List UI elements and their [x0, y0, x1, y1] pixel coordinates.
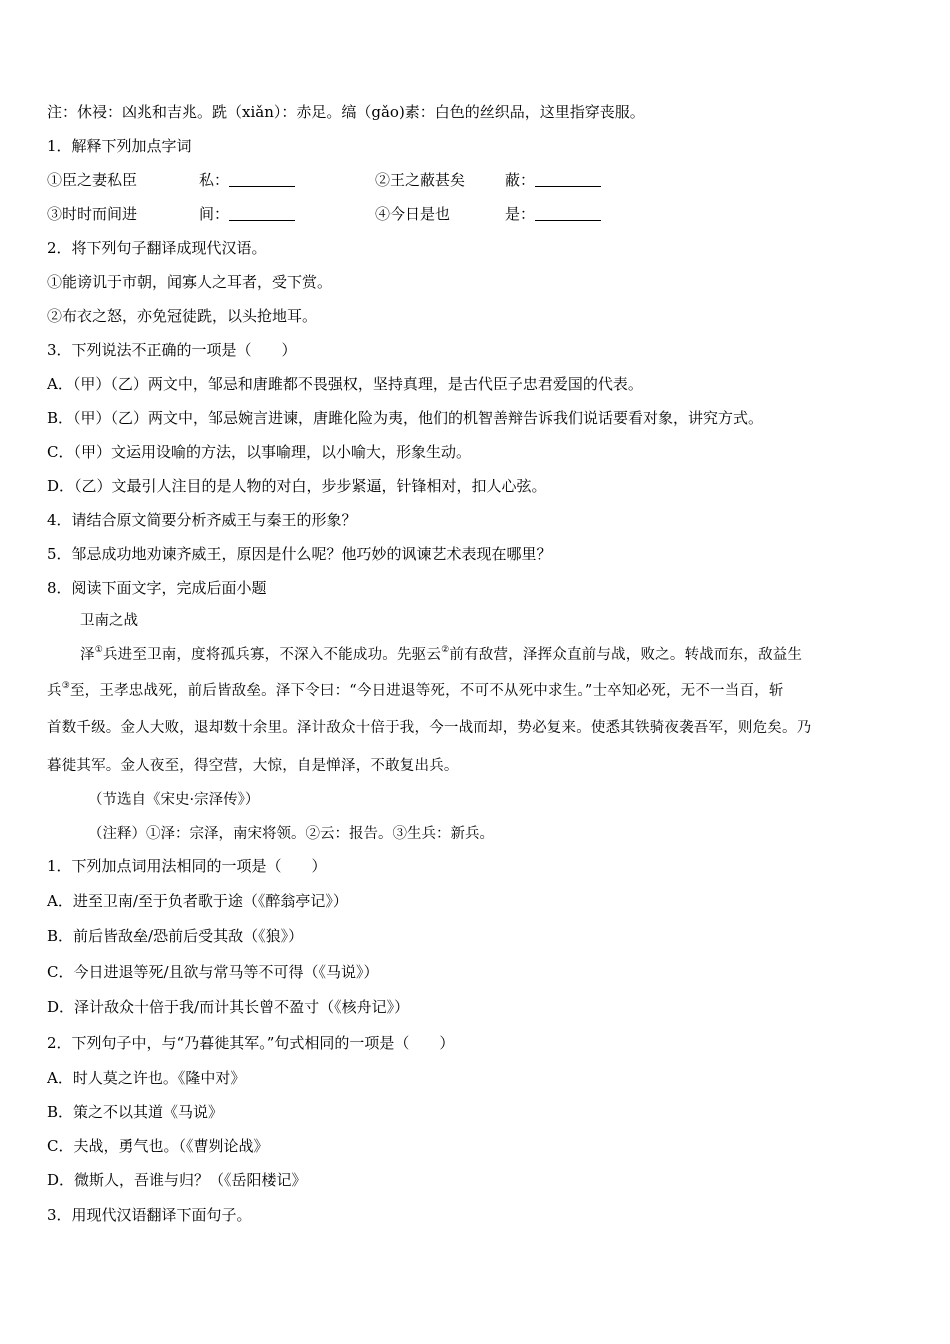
footnote-marker: ②	[441, 645, 450, 655]
subquestion-3: 3．用现代汉语翻译下面句子。	[47, 1206, 252, 1224]
question-3-option-a: A．（甲）（乙）两文中，邹忌和唐雎都不畏强权，坚持真理，是古代臣子忠君爱国的代表。	[47, 375, 643, 393]
answer-blank	[229, 172, 295, 187]
question-3-option-b: B．（甲）（乙）两文中，邹忌婉言进谏，唐雎化险为夷，他们的机智善辩告诉我们说话要看对象，讲究方式。	[47, 409, 764, 427]
subquestion-2: 2．下列句子中，与“乃暮徙其军。”句式相同的一项是（ ）	[47, 1034, 455, 1052]
answer-blank	[229, 206, 295, 221]
answer-blank	[535, 206, 601, 221]
passage-text: 兵	[47, 683, 62, 699]
passage-line-2	[47, 681, 909, 701]
vocab-sentence-2: ②王之蔽甚矣	[375, 171, 466, 189]
answer-blank	[535, 172, 601, 187]
passage-footnotes: （注释）①泽：宗泽，南宋将领。②云：报告。③生兵：新兵。	[88, 826, 494, 842]
subquestion-2-option-c: C．夫战，勇气也。（《曹刿论战》	[47, 1137, 269, 1155]
question-8: 8．阅读下面文字，完成后面小题	[47, 579, 267, 597]
question-4: 4．请结合原文简要分析齐威王与秦王的形象？	[47, 511, 357, 529]
question-3-option-d: D．（乙）文最引人注目的是人物的对白，步步紧逼，针锋相对，扣人心弦。	[47, 477, 547, 495]
vocab-word-1	[199, 170, 295, 190]
subquestion-2-option-b: B．策之不以其道《马说》	[47, 1103, 224, 1121]
question-5: 5．邹忌成功地劝谏齐威王，原因是什么呢？他巧妙的讽谏艺术表现在哪里？	[47, 545, 552, 563]
subquestion-1-option-d: D．泽计敌众十倍于我/而计其长曾不盈寸（《核舟记》）	[47, 998, 410, 1016]
vocab-word-3-label: 间：	[199, 205, 230, 223]
vocab-sentence-1: ①臣之妻私臣	[47, 171, 138, 189]
question-2-item-1: ①能谤讥于市朝，闻寡人之耳者，受下赏。	[47, 273, 333, 291]
passage-source: （节选自《宋史·宗泽传》）	[88, 792, 260, 808]
passage-text: 前有敌营，泽挥众直前与战，败之。转战而东，敌益生	[449, 647, 803, 663]
passage-text: 泽	[80, 647, 95, 663]
question-3-option-c: C．（甲）文运用设喻的方法，以事喻理，以小喻大，形象生动。	[47, 443, 471, 461]
question-2: 2．将下列句子翻译成现代汉语。	[47, 239, 267, 257]
passage-text: 兵进至卫南，度将孤兵寡，不深入不能成功。先驱云	[102, 647, 442, 663]
vocab-sentence-4: ④今日是也	[375, 205, 451, 223]
subquestion-1-option-c: C．今日进退等死/且欲与常马等不可得（《马说》）	[47, 963, 379, 981]
subquestion-1: 1．下列加点词用法相同的一项是（ ）	[47, 857, 327, 875]
subquestion-2-option-a: A．时人莫之许也。《隆中对》	[47, 1069, 246, 1087]
footnote-marker: ①	[94, 645, 103, 655]
subquestion-1-option-b: B．前后皆敌垒/恐前后受其敌（《狼》）	[47, 927, 304, 945]
vocab-word-4-label: 是：	[505, 205, 536, 223]
footnote-marker: ③	[61, 681, 70, 691]
vocab-word-2	[505, 170, 601, 190]
vocab-word-2-label: 蔽：	[505, 171, 536, 189]
vocab-word-3	[199, 204, 295, 224]
question-1: 1．解释下列加点字词	[47, 137, 192, 155]
vocab-sentence-3: ③时时而间进	[47, 205, 138, 223]
passage-line-4: 暮徙其军。金人夜至，得空营，大惊，自是惮泽，不敢复出兵。	[47, 758, 459, 774]
passage-line-3: 首数千级。金人大败，退却数十余里。泽计敌众十倍于我，今一战而却，势必复来。使悉其铁骑夜袭吾军，则危矣。乃	[47, 720, 812, 736]
passage-line-1	[80, 645, 908, 665]
passage-text: 至，王孝忠战死，前后皆敌垒。泽下令曰：“今日进退等死，不可不从死中求生。”士卒知必死，无不一当百，斩	[69, 683, 784, 699]
annotation-note: 注：休祲：凶兆和吉兆。跣（xiǎn）：赤足。缟（gǎo)素：白色的丝织品，这里指穿丧服。	[47, 103, 645, 121]
subquestion-1-option-a: A．进至卫南/至于负者歌于途（《醉翁亭记》）	[47, 892, 348, 910]
subquestion-2-option-d: D．微斯人，吾谁与归？（《岳阳楼记》	[47, 1171, 307, 1189]
vocab-word-1-label: 私：	[199, 171, 230, 189]
question-3: 3．下列说法不正确的一项是（ ）	[47, 341, 297, 359]
vocab-word-4	[505, 204, 601, 224]
question-2-item-2: ②布衣之怒，亦免冠徒跣，以头抢地耳。	[47, 307, 318, 325]
passage-title: 卫南之战	[80, 613, 138, 629]
